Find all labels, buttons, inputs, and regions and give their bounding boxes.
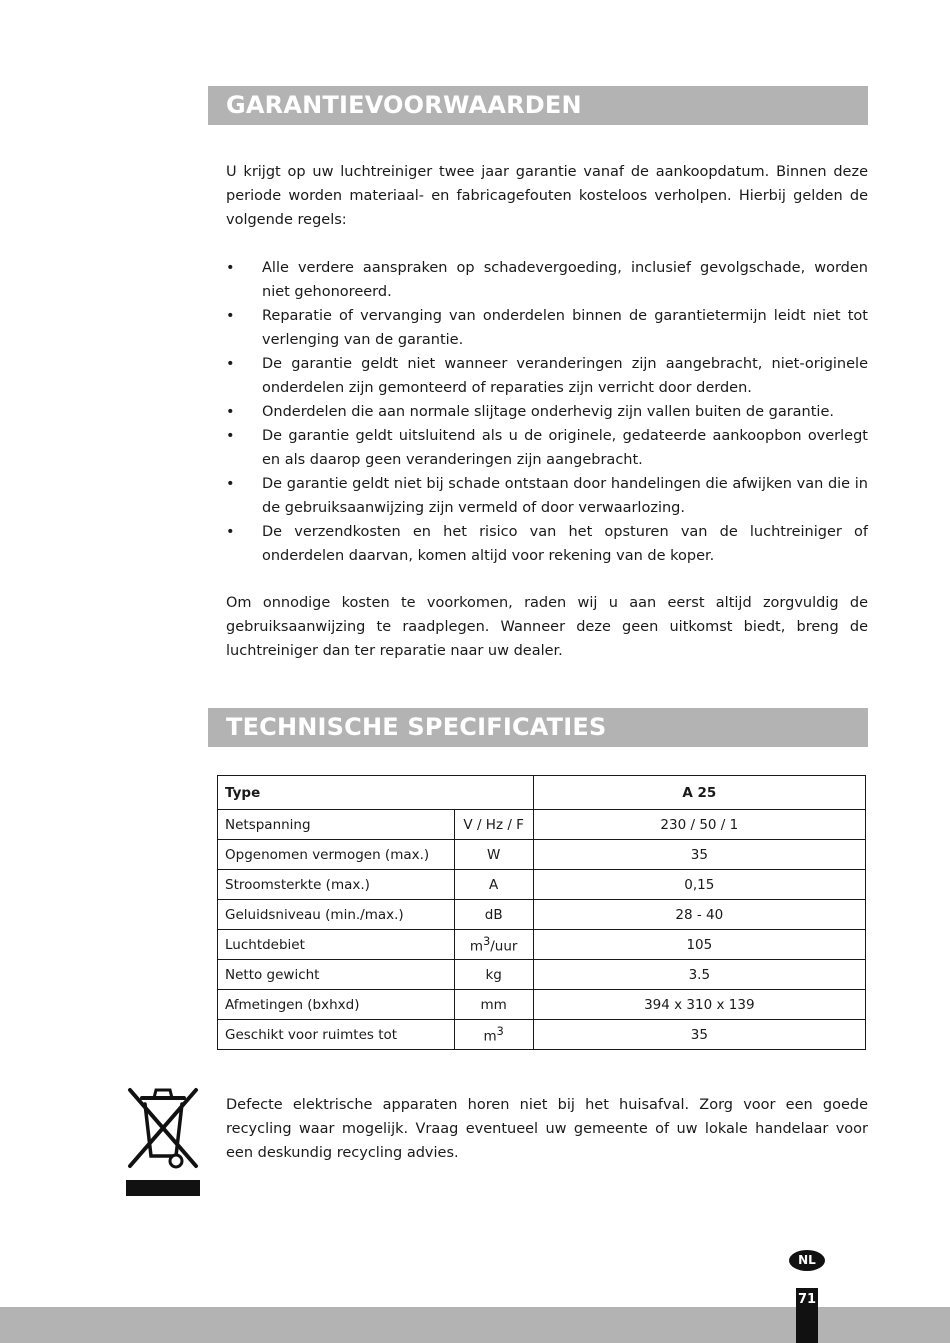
spec-label: Afmetingen (bxhxd)	[218, 990, 455, 1020]
bullet-icon: •	[226, 524, 235, 540]
list-item	[226, 400, 868, 424]
spec-unit: V / Hz / F	[454, 810, 533, 840]
list-item	[226, 472, 868, 520]
spec-unit: mm	[454, 990, 533, 1020]
unit-base: m	[483, 1028, 497, 1045]
list-item	[226, 352, 868, 400]
warranty-intro: U krijgt op uw luchtreiniger twee jaar garantie vanaf de aankoopdatum. Binnen deze periode worden materiaal- en fabricagefouten kosteloos verholpen. Hierbij gelden de volgende regels:	[226, 164, 868, 228]
unit-superscript: 3	[483, 934, 491, 948]
spec-label: Luchtdebiet	[218, 930, 455, 960]
spec-label: Geschikt voor ruimtes tot	[218, 1020, 455, 1050]
spec-label: Opgenomen vermogen (max.)	[218, 840, 455, 870]
table-row	[218, 930, 866, 960]
bullet-icon: •	[226, 260, 235, 276]
list-item	[226, 304, 868, 352]
bullet-text: De garantie geldt uitsluitend als u de originele, gedateerde aankoopbon overlegt en als daarop geen veranderingen zijn aangebracht.	[262, 428, 868, 468]
bullet-icon: •	[226, 404, 235, 420]
table-row	[218, 900, 866, 930]
spec-unit	[454, 1020, 533, 1050]
list-item	[226, 520, 868, 568]
spec-value: 0,15	[533, 870, 865, 900]
bullet-icon: •	[226, 428, 235, 444]
warranty-rules-list	[226, 256, 868, 568]
spec-value: 230 / 50 / 1	[533, 810, 865, 840]
bullet-icon: •	[226, 356, 235, 372]
warranty-heading: GARANTIEVOORWAARDEN	[208, 86, 868, 125]
bullet-icon: •	[226, 476, 235, 492]
recycling-text: Defecte elektrische apparaten horen niet bij het huisafval. Zorg voor een goede recycling waar mogelijk. Vraag eventueel uw gemeente of uw lokale handelaar voor een deskundig recycling advies.	[226, 1097, 868, 1161]
bullet-text: De garantie geldt niet wanneer veranderingen zijn aangebracht, niet-originele onderdelen zijn gemonteerd of reparaties zijn verricht door derden.	[262, 356, 868, 396]
language-badge: NL	[789, 1250, 825, 1271]
spec-label: Stroomsterkte (max.)	[218, 870, 455, 900]
spec-value: 105	[533, 930, 865, 960]
bullet-text: Onderdelen die aan normale slijtage onderhevig zijn vallen buiten de garantie.	[262, 404, 834, 420]
type-label: Type	[218, 776, 534, 810]
spec-label: Netspanning	[218, 810, 455, 840]
table-row	[218, 840, 866, 870]
table-row	[218, 990, 866, 1020]
spec-unit: dB	[454, 900, 533, 930]
page-number: 71	[796, 1288, 818, 1343]
spec-value: 3.5	[533, 960, 865, 990]
unit-base: m	[469, 938, 484, 955]
bullet-text: De garantie geldt niet bij schade ontstaan door handelingen die afwijken van die in de gebruiksaanwijzing zijn vermeld of door verwaarlozing.	[262, 476, 868, 516]
spec-table	[217, 775, 866, 1050]
table-row	[218, 1020, 866, 1050]
table-row	[218, 960, 866, 990]
spec-label: Netto gewicht	[218, 960, 455, 990]
spec-value: 35	[533, 840, 865, 870]
spec-value: 35	[533, 1020, 865, 1050]
table-row	[218, 810, 866, 840]
spec-unit: W	[454, 840, 533, 870]
spec-unit: kg	[454, 960, 533, 990]
list-item	[226, 256, 868, 304]
spec-unit: A	[454, 870, 533, 900]
table-row	[218, 870, 866, 900]
list-item	[226, 424, 868, 472]
spec-unit	[454, 930, 533, 960]
crossed-out-wheelie-bin-icon	[124, 1082, 202, 1198]
model-value: A 25	[533, 776, 865, 810]
bullet-text: De verzendkosten en het risico van het opsturen van de luchtreiniger of onderdelen daarvan, komen altijd voor rekening van de koper.	[262, 524, 868, 564]
spec-value: 28 - 40	[533, 900, 865, 930]
bullet-text: Reparatie of vervanging van onderdelen binnen de garantietermijn leidt niet tot verlenging van de garantie.	[262, 308, 868, 348]
specs-heading: TECHNISCHE SPECIFICATIES	[208, 708, 868, 747]
warranty-closing: Om onnodige kosten te voorkomen, raden wij u aan eerst altijd zorgvuldig de gebruiksaanwijzing te raadplegen. Wanneer deze geen uitkomst biedt, breng de luchtreiniger dan ter reparatie naar uw dealer.	[226, 595, 868, 659]
spec-value: 394 x 310 x 139	[533, 990, 865, 1020]
bullet-icon: •	[226, 308, 235, 324]
bullet-text: Alle verdere aanspraken op schadevergoeding, inclusief gevolgschade, worden niet gehonoreerd.	[262, 260, 868, 300]
spec-label: Geluidsniveau (min./max.)	[218, 900, 455, 930]
unit-superscript: 3	[496, 1024, 504, 1038]
unit-tail: /uur	[490, 938, 518, 955]
table-header-row	[218, 776, 866, 810]
